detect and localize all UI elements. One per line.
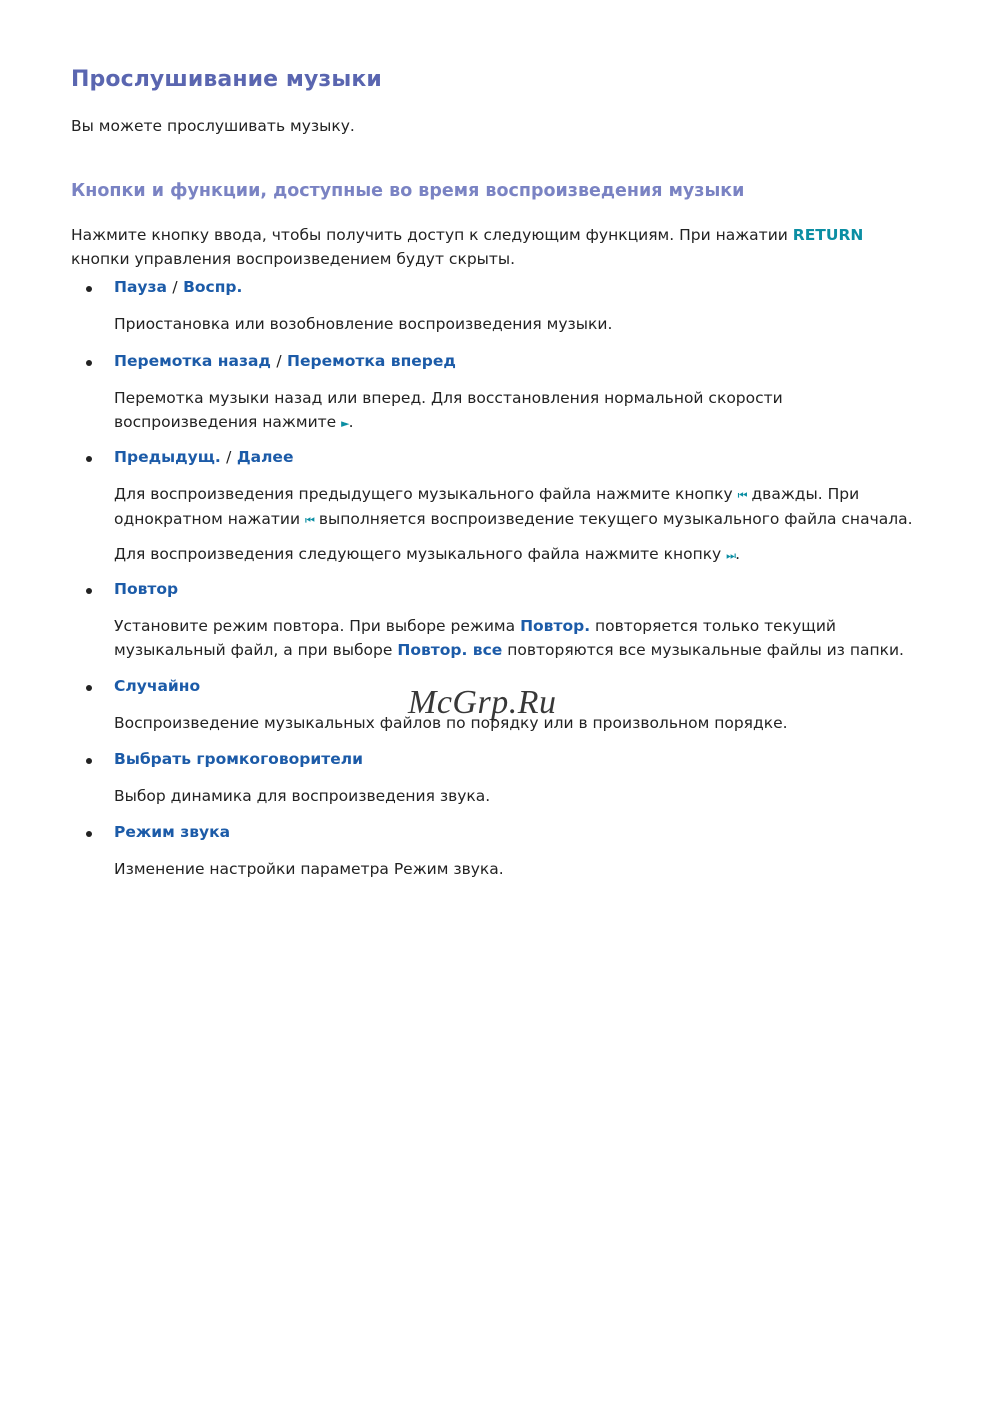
section-subtitle: Кнопки и функции, доступные во время воспроизведения музыки: [71, 181, 745, 201]
item-title-text: [114, 278, 242, 296]
sound-mode-keyword: Режим звука: [114, 823, 231, 841]
previous-track-icon: ⏮: [737, 489, 747, 502]
rewind-keyword: Перемотка назад: [114, 352, 271, 370]
item-title-text: [114, 352, 456, 370]
separator: /: [172, 278, 178, 296]
play-icon: ►: [341, 416, 349, 430]
item-title-text: [114, 448, 293, 466]
item-title: [71, 823, 921, 845]
next-keyword: Далее: [236, 448, 294, 466]
list-item-sound-mode: [71, 823, 921, 882]
desc-text: дважды. При однократном нажатии: [114, 485, 860, 528]
watermark: McGrp.Ru: [408, 684, 557, 721]
item-description: Приостановка или возобновление воспроизведения музыки.: [114, 315, 613, 333]
list-item-rewind-forward: [71, 352, 921, 435]
bullet-icon: [86, 286, 92, 292]
bullet-icon: [86, 758, 92, 764]
return-keyword: RETURN: [792, 226, 864, 244]
repeat-keyword: Повтор: [114, 580, 179, 598]
item-title: [71, 448, 921, 470]
item-description: Изменение настройки параметра Режим звука.: [114, 860, 504, 878]
repeat-all-keyword: Повтор. все: [397, 640, 503, 659]
item-description: [114, 387, 914, 435]
shuffle-keyword: Случайно: [114, 677, 201, 695]
pause-keyword: Пауза: [114, 278, 168, 296]
list-item-pause-play: [71, 278, 921, 337]
lead-text-after: кнопки управления воспроизведением будут скрыты.: [71, 250, 516, 268]
list-item-select-speakers: [71, 750, 921, 809]
desc-text: Для воспроизведения следующего музыкального файла нажмите кнопку: [114, 545, 722, 563]
repeat-one-keyword: Повтор.: [520, 617, 591, 635]
list-item-repeat: [71, 580, 921, 662]
desc-text: Перемотка музыки назад или вперед. Для восстановления нормальной скорости воспроизведения нажмите: [114, 389, 783, 431]
separator: /: [276, 352, 282, 370]
list-item-previous-next: [71, 448, 921, 568]
item-description: Воспроизведение музыкальных файлов по порядку или в произвольном порядке.: [114, 714, 788, 732]
page-title: Прослушивание музыки: [71, 67, 382, 92]
select-speakers-keyword: Выбрать громкоговорители: [114, 750, 363, 768]
item-description: [114, 483, 914, 532]
next-track-icon: ⏭: [726, 549, 736, 562]
previous-track-icon: ⏮: [305, 513, 314, 527]
item-description-2: [114, 543, 914, 568]
previous-keyword: Предыдущ.: [114, 448, 221, 466]
item-description: Выбор динамика для воспроизведения звука.: [114, 787, 491, 805]
desc-text: Для воспроизведения предыдущего музыкального файла нажмите кнопку: [114, 485, 733, 503]
lead-text-before: Нажмите кнопку ввода, чтобы получить доступ к следующим функциям. При нажатии: [71, 226, 788, 244]
item-title: [71, 750, 921, 772]
play-keyword: Воспр.: [183, 278, 243, 296]
bullet-icon: [86, 360, 92, 366]
bullet-icon: [86, 685, 92, 691]
bullet-icon: [86, 588, 92, 594]
desc-text-end: .: [348, 412, 354, 431]
desc-text-end: .: [735, 545, 741, 563]
desc-text: Установите режим повтора. При выборе режима: [114, 617, 516, 635]
item-title: [71, 352, 921, 374]
item-title: [71, 278, 921, 300]
desc-text: повторяется только текущий музыкальный файл, а при выборе: [114, 617, 836, 659]
desc-text: выполняется воспроизведение текущего музыкального файла сначала.: [318, 509, 913, 528]
bullet-icon: [86, 831, 92, 837]
intro-text: Вы можете прослушивать музыку.: [71, 117, 355, 135]
item-description: [114, 615, 914, 662]
forward-keyword: Перемотка вперед: [286, 352, 456, 370]
desc-text: повторяются все музыкальные файлы из папки.: [507, 640, 904, 659]
bullet-icon: [86, 456, 92, 462]
item-title: [71, 580, 921, 602]
separator: /: [226, 448, 232, 466]
lead-paragraph: [71, 223, 911, 271]
